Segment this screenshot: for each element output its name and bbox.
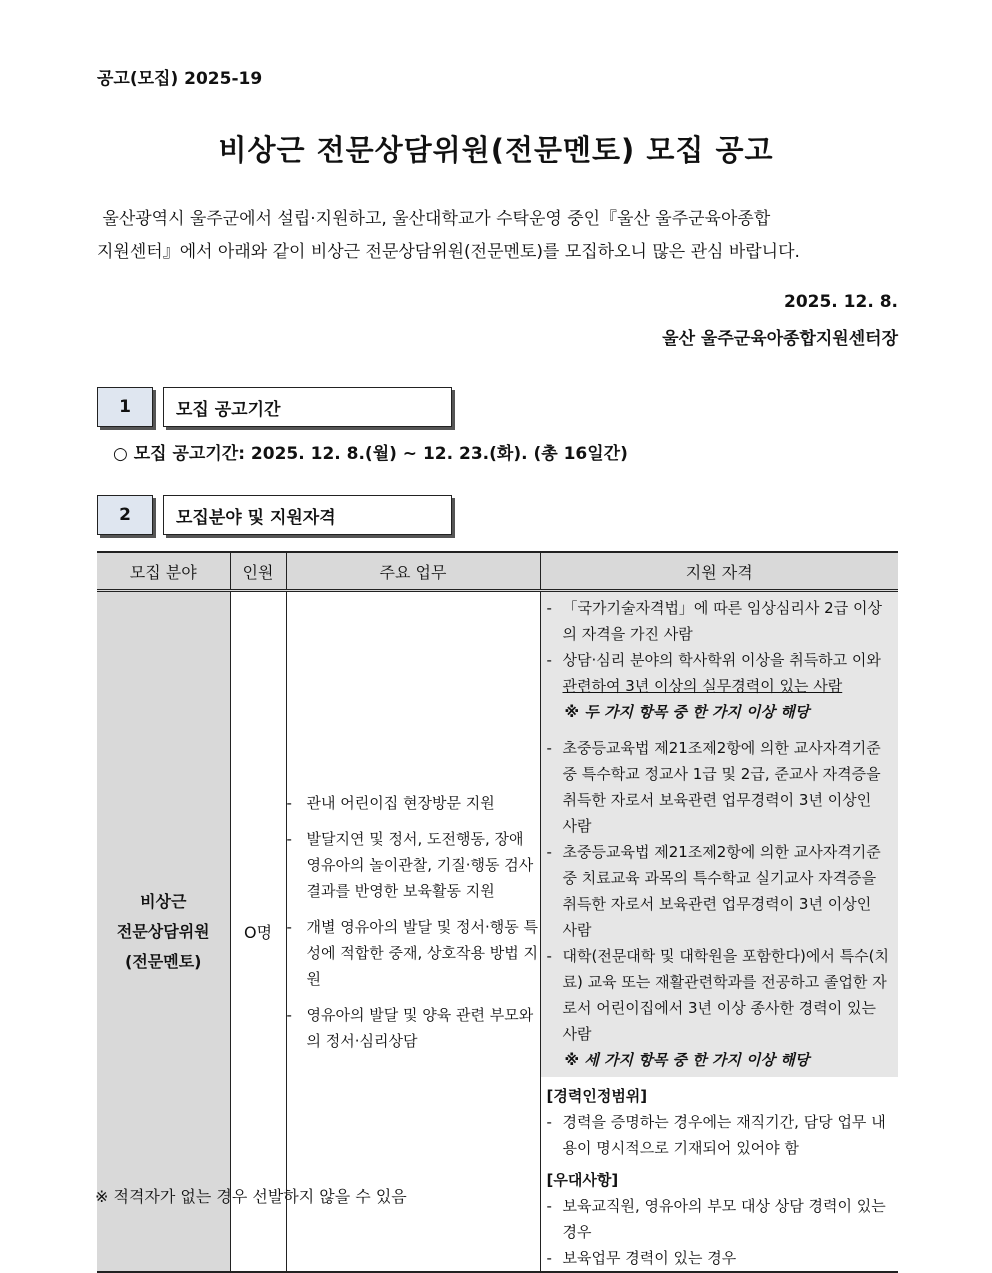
duty-item: - 관내 어린이집 현장방문 지원 [286, 793, 495, 812]
preference-item: - 보육업무 경력이 있는 경우 [546, 1249, 737, 1267]
qualifications-cell [540, 591, 898, 1273]
field-line: (전문멘토) [125, 951, 202, 971]
issuer-name: 울산 울주군육아종합지원센터장 [662, 329, 898, 349]
career-heading: [경력인정범위] [546, 1087, 648, 1105]
field-line: 전문상담위원 [116, 921, 210, 941]
recruitment-table [97, 551, 898, 1273]
preference-heading: [우대사항] [546, 1171, 619, 1189]
notice-number: 공고(모집) 2025-19 [97, 69, 263, 89]
document-title: 비상근 전문상담위원(전문멘토) 모집 공고 [218, 133, 774, 167]
header-field: 모집 분야 [97, 552, 230, 591]
footnote: ※ 적격자가 없는 경우 선발하지 않을 수 있음 [95, 1187, 407, 1206]
recruitment-period: ○ 모집 공고기간: 2025. 12. 8.(월) ~ 12. 23.(화). (총 16일간) [113, 444, 628, 464]
intro-line-1: 울산광역시 울주군에서 설립·지원하고, 울산대학교가 수탁운영 중인『울산 울주군육아종합 [102, 209, 771, 229]
duty-item: - 개별 영유아의 발달 및 정서·행동 특성에 적합한 중재, 상호작용 방법 지원 [286, 917, 538, 988]
section-1-title: 모집 공고기간 [163, 387, 452, 427]
count-cell: O명 [230, 591, 286, 1273]
notice-date: 2025. 12. 8. [783, 292, 898, 312]
table-row [97, 591, 898, 1273]
section-1-number: 1 [97, 387, 153, 427]
duty-item: - 발달지연 및 정서, 도전행동, 장애 영유아의 놀이관찰, 기질·행동 검사 결과를 반영한 보육활동 지원 [286, 829, 534, 900]
career-item: - 경력을 증명하는 경우에는 재직기간, 담당 업무 내용이 명시적으로 기재되어 있어야 함 [546, 1113, 886, 1157]
qualification-item: - 초중등교육법 제21조제2항에 의한 교사자격기준 중 특수학교 정교사 1급 및 2급, 준교사 자격증을 취득한 자로서 보육관련 업무경력이 3년 이상인 사람 [546, 739, 881, 835]
intro-line-2: 지원센터』에서 아래와 같이 비상근 전문상담위원(전문멘토)를 모집하오니 많은 관심 바랍니다. [97, 242, 800, 262]
duty-item: - 영유아의 발달 및 양육 관련 부모와의 정서·심리상담 [286, 1005, 534, 1050]
field-cell [97, 591, 230, 1273]
career-section [541, 1077, 899, 1271]
intro-paragraph [97, 203, 902, 269]
section-2-number: 2 [97, 495, 153, 535]
qualification-item: - 초중등교육법 제21조제2항에 의한 교사자격기준 중 치료교육 과목의 특수학교 실기교사 자격증을 취득한 자로서 보육관련 업무경력이 3년 이상인 사람 [546, 843, 881, 939]
section-2-title: 모집분야 및 지원자격 [163, 495, 452, 535]
qualification-item: - 「국가기술자격법」에 따른 임상심리사 2급 이상의 자격을 가진 사람 [546, 599, 882, 643]
header-count: 인원 [230, 552, 286, 591]
qualification-note: ※ 두 가지 항목 중 한 가지 이상 해당 [564, 703, 810, 721]
qualification-note: ※ 세 가지 항목 중 한 가지 이상 해당 [564, 1051, 810, 1069]
preference-item: - 보육교직원, 영유아의 부모 대상 상담 경력이 있는 경우 [546, 1197, 886, 1241]
duties-cell [286, 591, 540, 1273]
table-header-row [97, 552, 898, 591]
qualification-requirements [541, 592, 899, 1077]
field-line: 비상근 [140, 891, 187, 911]
header-qualifications: 지원 자격 [540, 552, 898, 591]
header-duties: 주요 업무 [286, 552, 540, 591]
qualification-item: - 대학(전문대학 및 대학원을 포함한다)에서 특수(치료) 교육 또는 재활관련학과를 전공하고 졸업한 자로서 어린이집에서 3년 이상 종사한 경력이 있는 사람 [546, 947, 889, 1043]
qualification-item: - 상담·심리 분야의 학사학위 이상을 취득하고 이와 관련하여 3년 이상의 실무경력이 있는 사람 [546, 651, 881, 695]
